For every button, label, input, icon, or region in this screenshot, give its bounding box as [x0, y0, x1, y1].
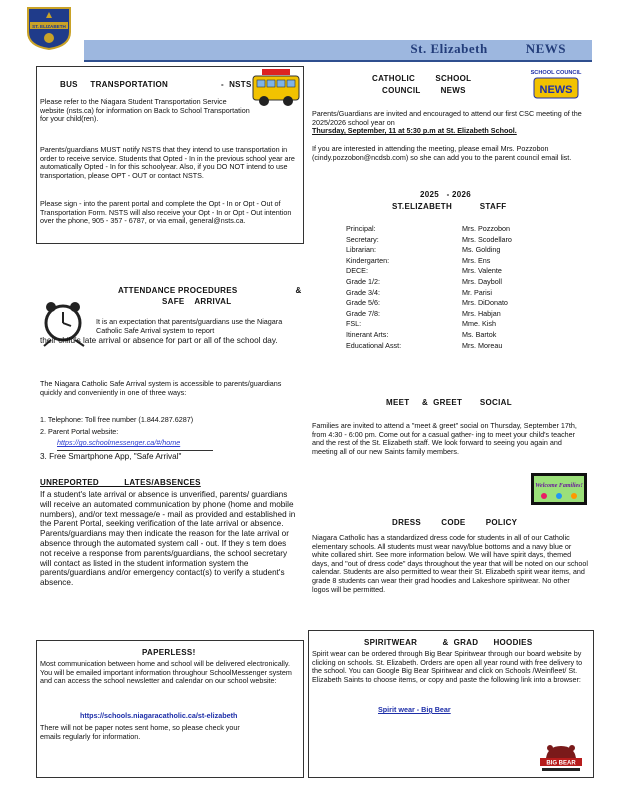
staff-role: FSL:	[346, 319, 362, 329]
staff-role: Secretary:	[346, 234, 379, 244]
staff-name: Ms. Bartok	[462, 329, 497, 339]
csc-paragraph-1: Parents/Guardians are invited and encouraged to attend our first CSC meeting of the 2025/2026 school year on	[312, 109, 582, 127]
paperless-paragraph: Most communication between home and school will be delivered electronically. You will be emailed important information throughour SchoolMessenger system and can access the school newsletter and calendar on our school website:	[40, 659, 292, 686]
staff-row	[346, 330, 566, 341]
staff-name: Mme. Kish	[462, 319, 496, 329]
staff-role: Grade 3/4:	[346, 287, 380, 297]
paperless-heading: PAPERLESS!	[142, 648, 196, 657]
attendance-heading-1: ATTENDANCE PROCEDURES &	[118, 286, 302, 295]
staff-name: Mr. Parisi	[462, 287, 492, 297]
staff-role: Grade 1/2:	[346, 276, 380, 286]
dress-heading: DRESS CODE POLICY	[392, 518, 518, 527]
staff-name: Mrs. Ens	[462, 255, 491, 265]
council-logo-label: SCHOOL COUNCIL	[530, 70, 582, 76]
staff-row	[346, 277, 566, 288]
staff-role: Grade 5/6:	[346, 298, 380, 308]
staff-row	[346, 309, 566, 320]
staff-name: Mrs. Valente	[462, 266, 502, 276]
bus-paragraph-3: Please sign - into the parent portal and complete the Opt - In or Opt - Out of Transportation Form. NSTS will also receive your Opt - In or Opt - Out intention over the phone, 905 - 357 - 6787, or via email, general@nsts.ca.	[40, 199, 292, 226]
council-logo-word: NEWS	[539, 84, 573, 96]
staff-row	[346, 341, 566, 352]
staff-row	[346, 298, 566, 309]
staff-name: Mrs. DiDonato	[462, 298, 508, 308]
staff-name: Mrs. Dayboll	[462, 276, 502, 286]
attendance-paragraph-1b: their child's late arrival or absence for part or all of the school day.	[40, 336, 278, 345]
staff-name: Ms. Golding	[462, 245, 501, 255]
csc-meeting-date: Thursday, September, 11 at 5:30 p.m at St. Elizabeth School.	[312, 126, 517, 135]
staff-role: Kindergarten:	[346, 255, 390, 265]
staff-role: Librarian:	[346, 245, 376, 255]
bus-heading: BUS TRANSPORTATION - NSTS	[60, 80, 252, 89]
spirit-paragraph: Spirit wear can be ordered through Big Bear Spiritwear through our board website by clicking on schools. St. Elizabeth. Orders are open all year round with free delivery to the school. You can Google Big Bear Spiritwear and click on Schools /Weinfleet/ St. Elizabeth Saints to choose items, or copy and paste the following link into a browser:	[312, 649, 583, 684]
spirit-wear-link[interactable]: Spirit wear - Big Bear	[378, 705, 451, 714]
csc-heading-1: CATHOLIC SCHOOL	[372, 74, 472, 83]
attendance-paragraph-1: It is an expectation that parents/guardians use the Niagara Catholic Safe Arrival system to report	[96, 317, 283, 335]
logo-text: ST. ELIZABETH	[32, 23, 66, 29]
school-bus-icon	[250, 66, 302, 110]
staff-row	[346, 224, 566, 235]
paperless-paragraph-end: There will not be paper notes sent home, so please check your emails regularly for information.	[40, 723, 240, 741]
meet-heading: MEET & GREET SOCIAL	[386, 398, 512, 407]
csc-heading-2: COUNCIL NEWS	[382, 86, 466, 95]
bus-paragraph-1: Please refer to the Niagara Student Transportation Service website (nsts.ca) for information on Back to School Transportation for your child(ren).	[40, 97, 250, 124]
portal-link[interactable]: https://go.schoolmessenger.ca/#/home	[57, 438, 181, 447]
big-bear-text: BIG BEAR	[546, 760, 576, 767]
staff-name: Mrs. Habjan	[462, 308, 501, 318]
unreported-paragraph: If a student's late arrival or absence is unverified, parents/ guardians will receive an automated communication by phone (home and mobile numbers), and/or text message/e - mail as provided and established in the Parent Portal, seeking verification of the late arrival or absence. Parents/guardians may then indicate the reason for the late arrival or absence through the automated system call - out. If they s tem does not receive a response from parents/guardians, the school secretary will contact as listed in the student information system the parents/guardians and/or emergency contact(s) to verify a student's absence.	[40, 490, 296, 588]
staff-role: Itinerant Arts:	[346, 329, 389, 339]
bus-paragraph-2: Parents/guardians MUST notify NSTS that they intend to use transportation in order to receive service. Students that Opted - In in the previous school year are automatically Opted - In for this schoolyear. Also, if you DO NOT intend to use transportation, please OPT - OUT or contact NSTS.	[40, 145, 295, 180]
csc-paragraph-2: If you are interested in attending the meeting, please email Mrs. Pozzobon (cindy.pozzobon@ncdsb.com) so she can add you to the parent council email list.	[312, 144, 572, 162]
attendance-paragraph-2: The Niagara Catholic Safe Arrival system is accessible to parents/guardians quickly and conveniently in one of three ways:	[40, 379, 282, 397]
header-bar	[84, 40, 592, 62]
staff-role: DECE:	[346, 266, 368, 276]
staff-heading-1: 2025 - 2026	[420, 190, 472, 199]
attendance-heading-2: SAFE ARRIVAL	[162, 297, 232, 306]
page-title	[372, 41, 566, 57]
divider	[57, 450, 213, 451]
school-name: St. Elizabeth	[410, 41, 488, 56]
meet-paragraph: Families are invited to attend a "meet & greet" social on Thursday, September 17th, from 4:30 - 6:00 pm. Come out for a casual gather- ing to meet your child's teacher and the rest of the St. Elizabeth staff. We look forward to seeing you again and meeting all of our new Saints family members.	[312, 421, 577, 456]
welcome-text: Welcome Families!	[535, 483, 583, 489]
school-crest-logo	[26, 6, 72, 50]
staff-row	[346, 266, 566, 277]
staff-list	[346, 224, 566, 351]
staff-row	[346, 235, 566, 246]
newsletter-label: NEWS	[525, 41, 566, 56]
staff-name: Mrs. Scodellaro	[462, 234, 512, 244]
staff-row	[346, 288, 566, 299]
school-website-link[interactable]: https://schools.niagaracatholic.ca/st-elizabeth	[80, 711, 238, 720]
staff-name: Mrs. Pozzobon	[462, 224, 510, 233]
staff-name: Mrs. Moreau	[462, 340, 503, 350]
staff-row	[346, 319, 566, 330]
big-bear-logo	[538, 740, 584, 774]
staff-role: Educational Asst:	[346, 340, 402, 350]
attendance-item-2: 2. Parent Portal website:	[40, 427, 119, 436]
school-council-logo	[528, 66, 584, 102]
staff-heading-2: ST.ELIZABETH STAFF	[392, 202, 507, 211]
unreported-heading: UNREPORTED LATES/ABSENCES	[40, 478, 201, 487]
attendance-item-3: 3. Free Smartphone App, "Safe Arrival"	[40, 452, 182, 461]
staff-row	[346, 245, 566, 256]
staff-row	[346, 256, 566, 267]
staff-role: Grade 7/8:	[346, 308, 380, 318]
attendance-item-1: 1. Telephone: Toll free number (1.844.287.6287)	[40, 415, 194, 424]
dress-paragraph: Niagara Catholic has a standardized dress code for students in all of our Catholic elementary schools. All students must wear navy/blue bottoms and a navy blue or white collared shirt. See more information below. We will have spirit days, themed days, and "out of dress code" days throughout the year that will be noted on our school calendar. Students are also permitted to wear their St. Elizabeth spirit wear items, and grade 8 students can wear their grad hoodies and Lakeshore spiritwear. No other logos will be permitted.	[312, 533, 589, 594]
staff-role: Principal:	[346, 224, 376, 233]
spirit-heading: SPIRITWEAR & GRAD HOODIES	[364, 638, 533, 647]
welcome-families-graphic	[530, 472, 588, 506]
